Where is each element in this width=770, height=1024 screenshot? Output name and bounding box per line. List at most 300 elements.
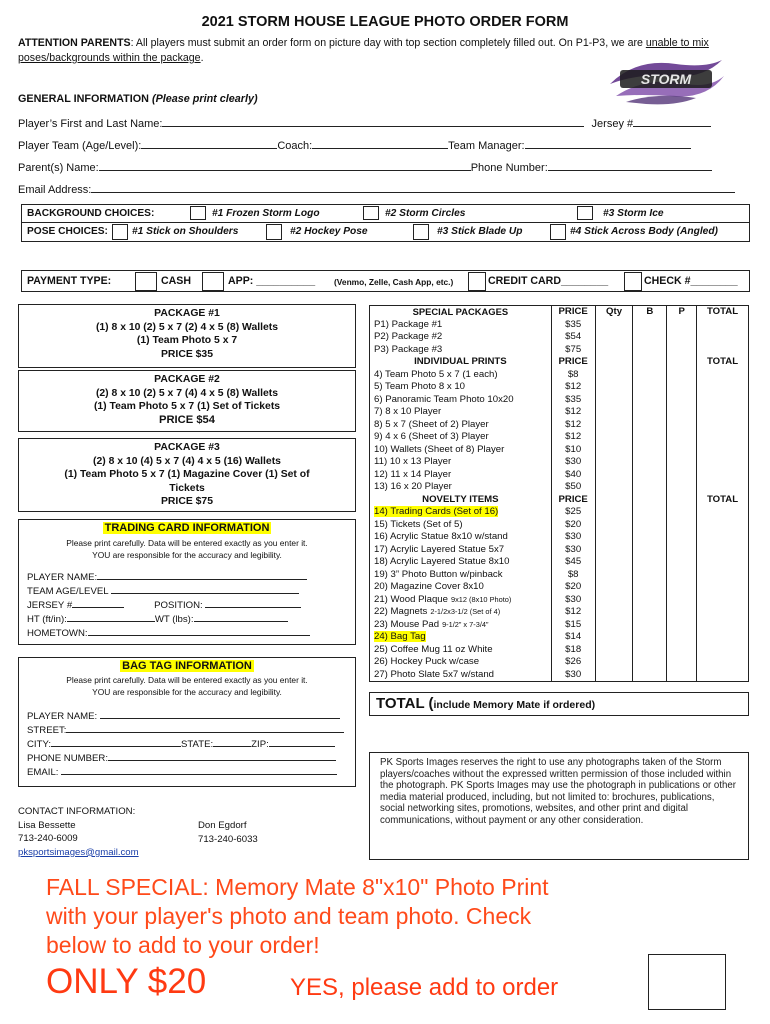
pose2-checkbox[interactable] <box>266 224 282 240</box>
credit-label: CREDIT CARD________ <box>488 275 609 287</box>
b-cell[interactable] <box>633 369 667 382</box>
total-cell[interactable] <box>697 344 749 357</box>
p-cell[interactable] <box>667 344 697 357</box>
item-price: $30 <box>551 456 595 469</box>
table-row <box>370 606 749 619</box>
bt-player-field[interactable] <box>100 709 340 719</box>
attention-end: . <box>200 52 204 64</box>
item-label: 25) Coffee Mug 11 oz White <box>374 643 493 655</box>
tc-player-field[interactable] <box>97 570 307 580</box>
b-cell[interactable] <box>633 344 667 357</box>
promo-line-3: below to add to your order! <box>46 932 320 958</box>
qty-cell[interactable] <box>595 419 633 432</box>
qty-cell[interactable] <box>595 594 633 607</box>
b-cell[interactable] <box>633 406 667 419</box>
phone-field[interactable] <box>548 160 712 171</box>
item-label: 5) Team Photo 8 x 10 <box>374 381 466 392</box>
header-b: B <box>633 306 667 319</box>
p-cell[interactable] <box>667 331 697 344</box>
qty-cell[interactable] <box>595 494 633 507</box>
b-cell[interactable] <box>633 381 667 394</box>
total-cell[interactable] <box>697 556 749 569</box>
item-label: 23) Mouse Pad <box>374 618 440 630</box>
item-label: 10) Wallets (Sheet of 8) Player <box>374 443 505 455</box>
p-cell[interactable] <box>667 606 697 619</box>
parents-field[interactable] <box>99 160 471 171</box>
item-price: $15 <box>551 619 595 632</box>
bg2-checkbox[interactable] <box>363 206 379 220</box>
item-price: $30 <box>551 669 595 682</box>
item-label: P3) Package #3 <box>374 343 443 355</box>
qty-cell[interactable] <box>595 481 633 494</box>
p-cell[interactable] <box>667 444 697 457</box>
item-price: $26 <box>551 656 595 669</box>
table-row <box>370 669 749 682</box>
p-cell[interactable] <box>667 469 697 482</box>
total-cell[interactable] <box>697 369 749 382</box>
item-label: P2) Package #2 <box>374 331 443 342</box>
package-1-price: PRICE $35 <box>161 348 213 360</box>
b-cell[interactable] <box>633 519 667 532</box>
total-cell[interactable] <box>697 444 749 457</box>
total-cell[interactable] <box>697 419 749 432</box>
total-cell[interactable] <box>697 506 749 519</box>
item-name <box>370 519 552 532</box>
b-cell[interactable] <box>633 531 667 544</box>
bt-city-row <box>27 737 335 752</box>
p-cell[interactable] <box>667 494 697 507</box>
p-cell[interactable] <box>667 544 697 557</box>
total-cell[interactable] <box>697 644 749 657</box>
item-label: 17) Acrylic Layered Statue 5x7 <box>374 543 505 555</box>
section-total-heading: TOTAL <box>697 356 749 369</box>
item-note: 9x12 (8x10 Photo) <box>450 594 512 604</box>
item-name <box>370 331 552 344</box>
bag-tag-notes <box>18 675 356 698</box>
table-row <box>370 494 749 507</box>
bag-tag-note: YOU are responsible for the accuracy and legibility. <box>92 686 282 697</box>
section-price-heading: PRICE <box>551 494 595 507</box>
tc-team-field[interactable] <box>111 584 299 594</box>
total-cell[interactable] <box>697 519 749 532</box>
player-name-field[interactable] <box>162 116 584 127</box>
qty-cell[interactable] <box>595 569 633 582</box>
table-row <box>370 431 749 444</box>
promo-yes-label: YES, please add to order <box>290 974 559 1001</box>
total-cell[interactable] <box>697 531 749 544</box>
item-name <box>370 481 552 494</box>
b-cell[interactable] <box>633 569 667 582</box>
package-3-price: PRICE $75 <box>161 496 213 507</box>
qty-cell[interactable] <box>595 369 633 382</box>
b-cell[interactable] <box>633 431 667 444</box>
qty-cell[interactable] <box>595 644 633 657</box>
payment-label: PAYMENT TYPE: <box>27 275 112 287</box>
b-cell[interactable] <box>633 581 667 594</box>
bt-phone-label: PHONE NUMBER: <box>27 753 109 764</box>
package-2-line: (2) 8 x 10 (2) 5 x 7 (4) 4 x 5 (8) Wallets <box>95 387 279 399</box>
cash-checkbox[interactable] <box>135 272 157 291</box>
table-row <box>370 456 749 469</box>
tc-jersey-row <box>27 598 301 613</box>
p-cell[interactable] <box>667 381 697 394</box>
b-cell[interactable] <box>633 656 667 669</box>
team-field[interactable] <box>141 138 277 149</box>
phone-label: Phone Number: <box>470 162 548 174</box>
storm-logo <box>606 54 726 106</box>
trading-card-note: YOU are responsible for the accuracy and legibility. <box>92 549 282 560</box>
qty-cell[interactable] <box>595 394 633 407</box>
total-cell[interactable] <box>697 606 749 619</box>
item-price: $12 <box>551 419 595 432</box>
item-label: 8) 5 x 7 (Sheet of 2) Player <box>374 418 489 430</box>
total-cell[interactable] <box>697 381 749 394</box>
table-row <box>370 644 749 657</box>
tc-player-row <box>27 570 307 585</box>
qty-cell[interactable] <box>595 456 633 469</box>
bt-email-row <box>27 765 337 780</box>
p-cell[interactable] <box>667 631 697 644</box>
item-price: $54 <box>551 331 595 344</box>
p-cell[interactable] <box>667 506 697 519</box>
pose3-checkbox[interactable] <box>413 224 429 240</box>
section-total-heading: TOTAL <box>697 494 749 507</box>
b-cell[interactable] <box>633 494 667 507</box>
attention-label: ATTENTION PARENTS <box>18 37 131 49</box>
item-name <box>370 606 552 619</box>
table-row <box>370 394 749 407</box>
table-row <box>370 319 749 332</box>
p-cell[interactable] <box>667 594 697 607</box>
item-label: 11) 10 x 13 Player <box>374 456 452 467</box>
bt-street-field[interactable] <box>66 723 344 733</box>
pose2-label: #2 Hockey Pose <box>290 226 368 237</box>
qty-cell[interactable] <box>595 656 633 669</box>
total-cell[interactable] <box>697 469 749 482</box>
total-cell[interactable] <box>697 594 749 607</box>
table-row <box>370 406 749 419</box>
item-price: $25 <box>551 506 595 519</box>
email-label: Email Address: <box>18 184 92 196</box>
total-cell[interactable] <box>697 581 749 594</box>
tc-team-label: TEAM AGE/LEVEL <box>27 586 109 597</box>
app-note: (Venmo, Zelle, Cash App, etc.) <box>334 277 454 287</box>
bt-phone-field[interactable] <box>108 751 336 761</box>
item-name <box>370 456 552 469</box>
item-price: $30 <box>551 531 595 544</box>
item-price: $20 <box>551 581 595 594</box>
manager-label: Team Manager: <box>448 140 525 152</box>
bg2-label: #2 Storm Circles <box>385 208 466 219</box>
package-2-line: (1) Team Photo 5 x 7 (1) Set of Tickets <box>93 401 281 412</box>
qty-cell[interactable] <box>595 544 633 557</box>
qty-cell[interactable] <box>595 431 633 444</box>
qty-cell[interactable] <box>595 669 633 682</box>
p-cell[interactable] <box>667 519 697 532</box>
check-label: CHECK #________ <box>644 275 738 287</box>
p-cell[interactable] <box>667 669 697 682</box>
item-name <box>370 669 552 682</box>
item-label: 15) Tickets (Set of 5) <box>374 518 463 530</box>
pose3-label: #3 Stick Blade Up <box>437 226 523 237</box>
item-name <box>370 419 552 432</box>
qty-cell[interactable] <box>595 356 633 369</box>
table-row <box>370 369 749 382</box>
b-cell[interactable] <box>633 594 667 607</box>
total-note: include Memory Mate if ordered) <box>433 699 596 711</box>
p-cell[interactable] <box>667 531 697 544</box>
bt-zip-field[interactable] <box>269 737 335 747</box>
item-name <box>370 381 552 394</box>
b-cell[interactable] <box>633 469 667 482</box>
qty-cell[interactable] <box>595 619 633 632</box>
b-cell[interactable] <box>633 331 667 344</box>
table-row <box>370 331 749 344</box>
item-name <box>370 469 552 482</box>
item-name <box>370 619 552 632</box>
item-label: 9) 4 x 6 (Sheet of 3) Player <box>374 431 489 442</box>
table-row <box>370 531 749 544</box>
coach-field[interactable] <box>312 138 448 149</box>
tc-ht-row <box>27 612 288 627</box>
tc-hometown-field[interactable] <box>88 626 310 636</box>
bt-player-label: PLAYER NAME: <box>27 711 98 722</box>
qty-cell[interactable] <box>595 631 633 644</box>
item-label: 12) 11 x 14 Player <box>374 468 452 480</box>
table-row <box>370 381 749 394</box>
item-price: $35 <box>551 394 595 407</box>
qty-cell[interactable] <box>595 531 633 544</box>
bt-city-field[interactable] <box>51 737 181 747</box>
b-cell[interactable] <box>633 556 667 569</box>
total-cell[interactable] <box>697 406 749 419</box>
table-row <box>370 419 749 432</box>
p-cell[interactable] <box>667 569 697 582</box>
total-label: TOTAL ( <box>376 695 434 712</box>
total-cell[interactable] <box>697 394 749 407</box>
total-cell[interactable] <box>697 656 749 669</box>
item-price: $40 <box>551 469 595 482</box>
bt-zip-label: ZIP: <box>251 739 269 750</box>
qty-cell[interactable] <box>595 606 633 619</box>
total-cell[interactable] <box>697 669 749 682</box>
qty-cell[interactable] <box>595 319 633 332</box>
item-price: $14 <box>551 631 595 644</box>
total-cell[interactable] <box>697 431 749 444</box>
total-cell[interactable] <box>697 319 749 332</box>
b-cell[interactable] <box>633 319 667 332</box>
tc-position-field[interactable] <box>205 598 301 608</box>
app-label: APP: __________ <box>228 275 316 287</box>
b-cell[interactable] <box>633 506 667 519</box>
form-title: 2021 STORM HOUSE LEAGUE PHOTO ORDER FORM <box>201 14 569 30</box>
item-label: 27) Photo Slate 5x7 w/stand <box>374 668 494 680</box>
total-cell[interactable] <box>697 544 749 557</box>
bag-tag-heading-wrap <box>18 660 356 672</box>
p-cell[interactable] <box>667 406 697 419</box>
p-cell[interactable] <box>667 619 697 632</box>
pose4-checkbox[interactable] <box>550 224 566 240</box>
p-cell[interactable] <box>667 319 697 332</box>
item-label: 21) Wood Plaque <box>374 593 448 605</box>
item-label: 24) Bag Tag <box>374 631 426 642</box>
package-1-line: (1) Team Photo 5 x 7 <box>136 335 238 346</box>
b-cell[interactable] <box>633 606 667 619</box>
total-cell[interactable] <box>697 631 749 644</box>
team-row <box>18 138 691 152</box>
disclaimer-box: PK Sports Images reserves the right to use any photographs taken of the Storm players/coaches without the expressed written permission of those included within the photograph. PK Sports Images may use the photograph in publications or other media material produced, including, but not limited to: brochures, publications, social networking sites, promotions, websites, and other print and digital communications, without payment or any other consideration. <box>369 752 749 860</box>
header-price: PRICE <box>551 306 595 319</box>
check-checkbox[interactable] <box>624 272 642 291</box>
tc-team-row <box>27 584 299 599</box>
item-name <box>370 431 552 444</box>
item-name <box>370 344 552 357</box>
p-cell[interactable] <box>667 431 697 444</box>
bt-email-field[interactable] <box>61 765 337 775</box>
b-cell[interactable] <box>633 394 667 407</box>
header-qty: Qty <box>595 306 633 319</box>
item-price: $30 <box>551 544 595 557</box>
bag-tag-heading: BAG TAG INFORMATION <box>122 660 252 672</box>
b-cell[interactable] <box>633 356 667 369</box>
item-label: 22) Magnets <box>374 606 428 617</box>
p-cell[interactable] <box>667 556 697 569</box>
choices-divider <box>21 222 750 223</box>
bt-street-label: STREET: <box>27 725 67 736</box>
package-1-name: PACKAGE #1 <box>154 308 220 319</box>
email-field[interactable] <box>91 182 735 193</box>
bt-street-row <box>27 723 344 738</box>
tc-player-label: PLAYER NAME: <box>27 572 98 583</box>
pose1-label: #1 Stick on Shoulders <box>132 226 239 237</box>
pose1-checkbox[interactable] <box>112 224 128 240</box>
package-2-name: PACKAGE #2 <box>154 374 220 385</box>
bt-state-field[interactable] <box>213 737 251 747</box>
p-cell[interactable] <box>667 369 697 382</box>
item-name <box>370 544 552 557</box>
contact-phone-2: 713-240-6033 <box>198 833 258 845</box>
contact-info <box>18 805 139 859</box>
memory-mate-checkbox[interactable] <box>648 954 726 1010</box>
table-row <box>370 544 749 557</box>
table-row <box>370 519 749 532</box>
b-cell[interactable] <box>633 631 667 644</box>
package-1-line: (1) 8 x 10 (2) 5 x 7 (2) 4 x 5 (8) Wallets <box>95 321 279 333</box>
qty-cell[interactable] <box>595 344 633 357</box>
contact-email-link[interactable]: pksportsimages@gmail.com <box>18 846 139 858</box>
tc-jersey-field[interactable] <box>72 598 124 608</box>
p-cell[interactable] <box>667 481 697 494</box>
tc-wt-field[interactable] <box>194 612 288 622</box>
section-price-heading: PRICE <box>551 356 595 369</box>
total-cell[interactable] <box>697 481 749 494</box>
qty-cell[interactable] <box>595 581 633 594</box>
credit-checkbox[interactable] <box>468 272 486 291</box>
item-label: 18) Acrylic Layered Statue 8x10 <box>374 556 510 567</box>
b-cell[interactable] <box>633 544 667 557</box>
item-label: 19) 3” Photo Button w/pinback <box>374 568 503 580</box>
tc-ht-field[interactable] <box>67 612 155 622</box>
p-cell[interactable] <box>667 456 697 469</box>
logo-text: STORM <box>640 71 692 87</box>
bt-state-label: STATE: <box>181 739 214 750</box>
item-price: $35 <box>551 319 595 332</box>
b-cell[interactable] <box>633 444 667 457</box>
qty-cell[interactable] <box>595 556 633 569</box>
item-label: 7) 8 x 10 Player <box>374 406 442 417</box>
item-price: $8 <box>551 569 595 582</box>
p-cell[interactable] <box>667 394 697 407</box>
table-row <box>370 656 749 669</box>
qty-cell[interactable] <box>595 519 633 532</box>
b-cell[interactable] <box>633 456 667 469</box>
total-cell[interactable] <box>697 569 749 582</box>
qty-cell[interactable] <box>595 381 633 394</box>
bag-tag-note: Please print carefully. Data will be entered exactly as you enter it. <box>66 675 308 685</box>
order-table <box>369 305 749 682</box>
qty-cell[interactable] <box>595 406 633 419</box>
cash-label: CASH <box>161 275 192 287</box>
qty-cell[interactable] <box>595 444 633 457</box>
table-row <box>370 344 749 357</box>
total-cell[interactable] <box>697 456 749 469</box>
qty-cell[interactable] <box>595 469 633 482</box>
tc-hometown-label: HOMETOWN: <box>27 628 88 639</box>
item-name <box>370 531 552 544</box>
p-cell[interactable] <box>667 644 697 657</box>
b-cell[interactable] <box>633 669 667 682</box>
b-cell[interactable] <box>633 644 667 657</box>
total-cell[interactable] <box>697 331 749 344</box>
qty-cell[interactable] <box>595 506 633 519</box>
item-price: $45 <box>551 556 595 569</box>
item-label: 26) Hockey Puck w/case <box>374 656 480 667</box>
trading-card-heading-wrap <box>18 522 356 534</box>
p-cell[interactable] <box>667 581 697 594</box>
item-label: 13) 16 x 20 Player <box>374 481 452 492</box>
package-2 <box>18 370 356 432</box>
general-heading-text: GENERAL INFORMATION <box>18 93 149 105</box>
item-name <box>370 556 552 569</box>
table-row <box>370 619 749 632</box>
app-checkbox[interactable] <box>202 272 224 291</box>
table-row <box>370 356 749 369</box>
item-price: $75 <box>551 344 595 357</box>
p-cell[interactable] <box>667 356 697 369</box>
b-cell[interactable] <box>633 619 667 632</box>
bg3-checkbox[interactable] <box>577 206 593 220</box>
header-p: P <box>667 306 697 319</box>
jersey-field[interactable] <box>633 116 711 127</box>
p-cell[interactable] <box>667 419 697 432</box>
manager-field[interactable] <box>525 138 691 149</box>
item-price: $30 <box>551 594 595 607</box>
promo-line-2: with your player's photo and team photo. Check <box>46 903 532 929</box>
trading-card-heading: TRADING CARD INFORMATION <box>104 522 270 534</box>
bg1-checkbox[interactable] <box>190 206 206 220</box>
b-cell[interactable] <box>633 419 667 432</box>
total-cell[interactable] <box>697 619 749 632</box>
item-name <box>370 581 552 594</box>
trading-card-note: Please print carefully. Data will be entered exactly as you enter it. <box>66 538 308 548</box>
item-name <box>370 369 552 382</box>
p-cell[interactable] <box>667 656 697 669</box>
b-cell[interactable] <box>633 481 667 494</box>
qty-cell[interactable] <box>595 331 633 344</box>
item-price: $12 <box>551 431 595 444</box>
item-name <box>370 319 552 332</box>
player-name-row <box>18 116 711 130</box>
